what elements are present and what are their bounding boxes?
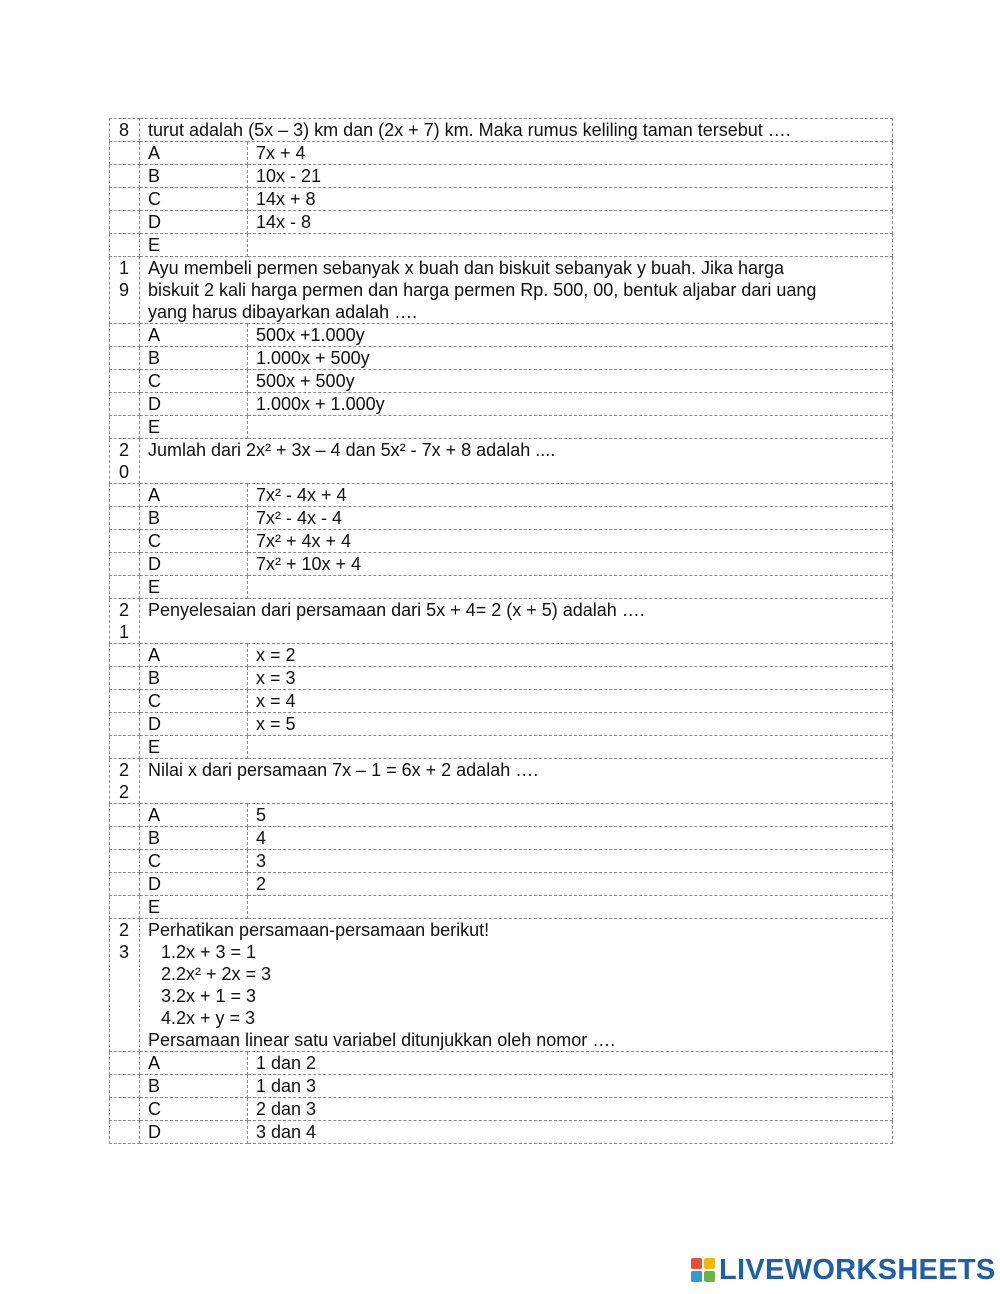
option-spacer	[110, 484, 140, 507]
option-text: 7x² + 4x + 4	[248, 530, 893, 553]
option-text: 7x² - 4x - 4	[248, 507, 893, 530]
option-row	[110, 896, 893, 919]
option-letter: C	[140, 188, 248, 211]
question-text	[140, 599, 893, 644]
question-line: yang harus dibayarkan adalah ….	[148, 302, 418, 322]
option-row	[110, 713, 893, 736]
option-text: x = 2	[248, 644, 893, 667]
option-row	[110, 188, 893, 211]
option-row	[110, 1121, 893, 1144]
option-row	[110, 644, 893, 667]
option-spacer	[110, 370, 140, 393]
option-spacer	[110, 211, 140, 234]
option-spacer	[110, 804, 140, 827]
question-row	[110, 599, 893, 644]
option-spacer	[110, 1052, 140, 1075]
question-table-body	[110, 119, 893, 1144]
option-letter: D	[140, 211, 248, 234]
option-letter: D	[140, 393, 248, 416]
option-row	[110, 576, 893, 599]
option-text: 7x² - 4x + 4	[248, 484, 893, 507]
option-row	[110, 142, 893, 165]
option-text: x = 4	[248, 690, 893, 713]
question-number: 19	[110, 257, 140, 324]
option-text: 500x +1.000y	[248, 324, 893, 347]
question-text	[140, 759, 893, 804]
option-spacer	[110, 1098, 140, 1121]
option-row	[110, 667, 893, 690]
option-row	[110, 165, 893, 188]
option-spacer	[110, 553, 140, 576]
question-number: 23	[110, 919, 140, 1052]
logo-square-1	[691, 1258, 702, 1269]
option-row	[110, 393, 893, 416]
option-row	[110, 690, 893, 713]
option-text	[248, 576, 893, 599]
option-spacer	[110, 873, 140, 896]
question-text	[140, 439, 893, 484]
option-text: x = 5	[248, 713, 893, 736]
option-row	[110, 1075, 893, 1098]
option-row	[110, 850, 893, 873]
option-letter: B	[140, 165, 248, 188]
option-spacer	[110, 324, 140, 347]
option-text	[248, 416, 893, 439]
option-spacer	[110, 530, 140, 553]
option-spacer	[110, 416, 140, 439]
option-spacer	[110, 393, 140, 416]
question-row	[110, 919, 893, 1052]
question-line: Penyelesaian dari persamaan dari 5x + 4= 2 (x + 5) adalah ….	[148, 600, 645, 620]
option-text	[248, 736, 893, 759]
question-line: Nilai x dari persamaan 7x – 1 = 6x + 2 adalah ….	[148, 760, 539, 780]
logo-square-4	[704, 1271, 715, 1282]
option-spacer	[110, 576, 140, 599]
option-text: 1 dan 2	[248, 1052, 893, 1075]
option-spacer	[110, 234, 140, 257]
option-letter: A	[140, 644, 248, 667]
option-row	[110, 347, 893, 370]
option-spacer	[110, 1121, 140, 1144]
option-letter: A	[140, 804, 248, 827]
option-row	[110, 1098, 893, 1121]
option-text: 1.000x + 500y	[248, 347, 893, 370]
option-spacer	[110, 736, 140, 759]
logo-square-2	[704, 1258, 715, 1269]
option-text: 500x + 500y	[248, 370, 893, 393]
option-text: x = 3	[248, 667, 893, 690]
option-letter: C	[140, 1098, 248, 1121]
option-letter: B	[140, 507, 248, 530]
option-spacer	[110, 827, 140, 850]
question-line: Perhatikan persamaan-persamaan berikut!	[148, 920, 490, 940]
question-line: Persamaan linear satu variabel ditunjukkan oleh nomor ….	[148, 1030, 616, 1050]
question-number: 20	[110, 439, 140, 484]
question-text	[140, 919, 893, 1052]
option-text: 1 dan 3	[248, 1075, 893, 1098]
question-row	[110, 119, 893, 142]
option-row	[110, 370, 893, 393]
option-text: 7x² + 10x + 4	[248, 553, 893, 576]
question-number: 22	[110, 759, 140, 804]
option-row	[110, 827, 893, 850]
option-text: 2	[248, 873, 893, 896]
option-spacer	[110, 896, 140, 919]
option-text: 5	[248, 804, 893, 827]
question-line: 2.2x² + 2x = 3	[161, 964, 272, 984]
option-spacer	[110, 507, 140, 530]
option-text: 10x - 21	[248, 165, 893, 188]
question-row	[110, 257, 893, 324]
option-letter: C	[140, 690, 248, 713]
option-text: 2 dan 3	[248, 1098, 893, 1121]
option-letter: D	[140, 713, 248, 736]
option-row	[110, 484, 893, 507]
option-letter: A	[140, 324, 248, 347]
option-spacer	[110, 690, 140, 713]
option-letter: D	[140, 873, 248, 896]
question-text	[140, 257, 893, 324]
question-row	[110, 439, 893, 484]
option-letter: A	[140, 484, 248, 507]
option-letter: C	[140, 530, 248, 553]
option-row	[110, 530, 893, 553]
option-text: 1.000x + 1.000y	[248, 393, 893, 416]
option-letter: B	[140, 667, 248, 690]
option-text: 3 dan 4	[248, 1121, 893, 1144]
option-row	[110, 873, 893, 896]
option-spacer	[110, 347, 140, 370]
question-text	[140, 119, 893, 142]
question-number: 8	[110, 119, 140, 142]
option-letter: E	[140, 416, 248, 439]
question-line: turut adalah (5x – 3) km dan (2x + 7) km. Maka rumus keliling taman tersebut ….	[148, 120, 791, 140]
option-spacer	[110, 188, 140, 211]
option-letter: D	[140, 553, 248, 576]
option-letter: B	[140, 347, 248, 370]
question-number: 21	[110, 599, 140, 644]
option-row	[110, 234, 893, 257]
option-letter: E	[140, 896, 248, 919]
logo-grid-icon	[690, 1257, 716, 1283]
option-text: 7x + 4	[248, 142, 893, 165]
brand-name: LIVEWORKSHEETS	[719, 1253, 996, 1286]
option-text: 3	[248, 850, 893, 873]
logo-square-3	[691, 1271, 702, 1282]
question-line: biskuit 2 kali harga permen dan harga permen Rp. 500, 00, bentuk aljabar dari uang	[148, 280, 817, 300]
option-spacer	[110, 667, 140, 690]
option-letter: C	[140, 850, 248, 873]
option-row	[110, 507, 893, 530]
option-row	[110, 804, 893, 827]
question-table	[109, 118, 893, 1144]
option-row	[110, 736, 893, 759]
option-spacer	[110, 1075, 140, 1098]
liveworksheets-logo	[690, 1254, 996, 1286]
option-letter: B	[140, 1075, 248, 1098]
option-text	[248, 896, 893, 919]
option-spacer	[110, 713, 140, 736]
option-text	[248, 234, 893, 257]
option-letter: A	[140, 1052, 248, 1075]
option-text: 14x + 8	[248, 188, 893, 211]
option-text: 14x - 8	[248, 211, 893, 234]
option-row	[110, 416, 893, 439]
option-spacer	[110, 165, 140, 188]
option-spacer	[110, 644, 140, 667]
option-row	[110, 211, 893, 234]
question-line: 1.2x + 3 = 1	[161, 942, 257, 962]
option-row	[110, 324, 893, 347]
question-line: Jumlah dari 2x² + 3x – 4 dan 5x² - 7x + 8 adalah ....	[148, 440, 556, 460]
option-letter: D	[140, 1121, 248, 1144]
option-text: 4	[248, 827, 893, 850]
option-letter: A	[140, 142, 248, 165]
option-row	[110, 1052, 893, 1075]
option-letter: B	[140, 827, 248, 850]
question-line: 4.2x + y = 3	[161, 1008, 256, 1028]
option-spacer	[110, 850, 140, 873]
option-letter: E	[140, 576, 248, 599]
option-row	[110, 553, 893, 576]
option-letter: C	[140, 370, 248, 393]
question-line: Ayu membeli permen sebanyak x buah dan biskuit sebanyak y buah. Jika harga	[148, 258, 785, 278]
option-spacer	[110, 142, 140, 165]
option-letter: E	[140, 736, 248, 759]
question-line: 3.2x + 1 = 3	[161, 986, 257, 1006]
question-row	[110, 759, 893, 804]
option-letter: E	[140, 234, 248, 257]
